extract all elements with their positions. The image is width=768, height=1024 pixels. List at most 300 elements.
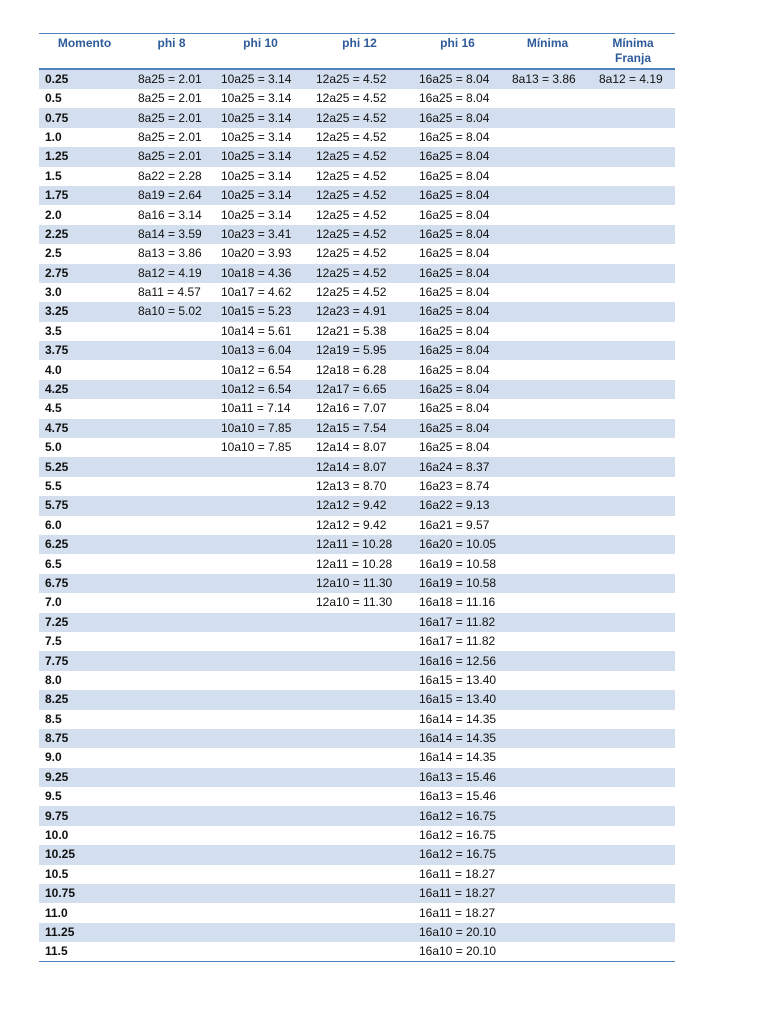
cell-phi-8 bbox=[130, 923, 213, 942]
cell-minima-franja bbox=[591, 186, 675, 205]
table-row bbox=[39, 69, 675, 89]
cell-minima-franja bbox=[591, 671, 675, 690]
cell-phi-10: 10a23 = 3.41 bbox=[213, 225, 308, 244]
table-row bbox=[39, 264, 675, 283]
cell-minima bbox=[504, 167, 591, 186]
cell-minima-franja bbox=[591, 651, 675, 670]
cell-minima bbox=[504, 613, 591, 632]
table-row bbox=[39, 360, 675, 379]
cell-momento: 8.0 bbox=[45, 672, 62, 687]
cell-phi-12: 12a25 = 4.52 bbox=[316, 207, 387, 222]
cell-phi-10: 10a25 = 3.14 bbox=[213, 108, 308, 127]
cell-minima bbox=[504, 651, 591, 670]
table-row bbox=[39, 768, 675, 787]
cell-phi-12 bbox=[308, 884, 411, 903]
cell-minima-franja bbox=[591, 593, 675, 612]
cell-minima-franja bbox=[591, 710, 675, 729]
cell-minima-franja bbox=[591, 419, 675, 438]
cell-phi-12: 12a25 = 4.52 bbox=[316, 285, 387, 300]
cell-momento: 8.5 bbox=[45, 711, 62, 726]
cell-minima bbox=[504, 147, 591, 166]
cell-minima bbox=[504, 360, 591, 379]
cell-momento: 7.25 bbox=[39, 613, 130, 632]
cell-phi-8 bbox=[130, 613, 213, 632]
cell-phi-8 bbox=[130, 380, 213, 399]
cell-phi-8 bbox=[130, 419, 213, 438]
cell-phi-12 bbox=[308, 632, 411, 651]
header-phi-10: phi 10 bbox=[243, 36, 278, 50]
cell-phi-8 bbox=[130, 341, 213, 360]
cell-phi-10 bbox=[213, 710, 308, 729]
cell-phi-16: 16a12 = 16.75 bbox=[411, 845, 504, 864]
cell-phi-12 bbox=[308, 690, 411, 709]
table-row bbox=[39, 341, 675, 360]
cell-phi-8 bbox=[130, 806, 213, 825]
cell-phi-12: 12a25 = 4.52 bbox=[316, 168, 387, 183]
cell-phi-16: 16a24 = 8.37 bbox=[411, 457, 504, 476]
cell-momento: 3.0 bbox=[45, 285, 62, 300]
cell-minima-franja bbox=[591, 826, 675, 845]
cell-phi-8: 8a14 = 3.59 bbox=[130, 225, 213, 244]
cell-phi-16: 16a25 = 8.04 bbox=[411, 225, 504, 244]
cell-momento: 2.25 bbox=[39, 225, 130, 244]
cell-phi-16: 16a25 = 8.04 bbox=[419, 207, 490, 222]
cell-minima bbox=[504, 574, 591, 593]
cell-momento: 9.75 bbox=[39, 806, 130, 825]
cell-minima-franja bbox=[591, 399, 675, 418]
cell-phi-16: 16a25 = 8.04 bbox=[411, 341, 504, 360]
cell-momento: 10.75 bbox=[39, 884, 130, 903]
cell-phi-10: 10a25 = 3.14 bbox=[221, 91, 292, 106]
cell-phi-10 bbox=[213, 768, 308, 787]
cell-phi-16: 16a12 = 16.75 bbox=[419, 828, 497, 843]
cell-phi-8 bbox=[130, 322, 213, 341]
cell-minima-franja bbox=[591, 574, 675, 593]
cell-momento: 5.75 bbox=[39, 496, 130, 515]
cell-momento: 6.0 bbox=[45, 517, 62, 532]
cell-momento: 10.0 bbox=[45, 828, 69, 843]
cell-minima bbox=[504, 225, 591, 244]
cell-phi-10 bbox=[213, 632, 308, 651]
cell-minima bbox=[504, 884, 591, 903]
cell-phi-10: 10a13 = 6.04 bbox=[213, 341, 308, 360]
cell-phi-12: 12a11 = 10.28 bbox=[316, 556, 393, 571]
cell-minima-franja bbox=[591, 496, 675, 515]
cell-minima bbox=[504, 554, 591, 573]
cell-momento: 6.5 bbox=[45, 556, 62, 571]
cell-phi-8: 8a22 = 2.28 bbox=[138, 168, 202, 183]
cell-phi-16: 16a25 = 8.04 bbox=[419, 401, 490, 416]
cell-phi-16: 16a16 = 12.56 bbox=[411, 651, 504, 670]
cell-minima-franja bbox=[591, 806, 675, 825]
cell-phi-10 bbox=[213, 574, 308, 593]
cell-phi-16: 16a25 = 8.04 bbox=[419, 362, 490, 377]
cell-minima-franja bbox=[591, 477, 675, 496]
cell-phi-8: 8a10 = 5.02 bbox=[130, 302, 213, 321]
cell-phi-10: 10a15 = 5.23 bbox=[213, 302, 308, 321]
cell-phi-16: 16a14 = 14.35 bbox=[419, 750, 497, 765]
cell-phi-8 bbox=[130, 574, 213, 593]
cell-momento: 7.0 bbox=[45, 595, 62, 610]
cell-phi-10: 10a17 = 4.62 bbox=[221, 285, 292, 300]
cell-phi-16: 16a25 = 8.04 bbox=[419, 91, 490, 106]
cell-phi-12: 12a14 = 8.07 bbox=[308, 457, 411, 476]
table-row bbox=[39, 535, 675, 554]
cell-phi-10 bbox=[213, 923, 308, 942]
cell-minima bbox=[504, 457, 591, 476]
cell-phi-16: 16a15 = 13.40 bbox=[419, 672, 497, 687]
cell-phi-8 bbox=[130, 865, 213, 884]
cell-momento: 5.5 bbox=[45, 479, 62, 493]
cell-momento: 2.5 bbox=[45, 246, 62, 261]
table-row bbox=[39, 884, 675, 903]
cell-phi-16: 16a25 = 8.04 bbox=[419, 285, 490, 300]
cell-minima bbox=[504, 477, 591, 496]
cell-phi-12 bbox=[308, 826, 411, 845]
cell-minima-franja bbox=[591, 438, 675, 457]
table-row bbox=[39, 186, 675, 205]
table-row bbox=[39, 380, 675, 399]
cell-phi-12 bbox=[308, 942, 411, 962]
cell-phi-10: 10a11 = 7.14 bbox=[221, 401, 291, 416]
cell-phi-8: 8a11 = 4.57 bbox=[138, 285, 201, 300]
table-row bbox=[39, 225, 675, 244]
cell-phi-10 bbox=[213, 554, 308, 573]
cell-phi-8 bbox=[130, 651, 213, 670]
cell-phi-10: 10a10 = 7.85 bbox=[213, 419, 308, 438]
cell-phi-8 bbox=[130, 884, 213, 903]
cell-phi-16: 16a25 = 8.04 bbox=[419, 168, 490, 183]
cell-minima bbox=[504, 845, 591, 864]
table-row bbox=[39, 729, 675, 748]
cell-phi-10 bbox=[213, 535, 308, 554]
cell-phi-12 bbox=[308, 710, 411, 729]
cell-minima-franja bbox=[591, 787, 675, 806]
cell-minima-franja bbox=[591, 845, 675, 864]
cell-phi-12: 12a15 = 7.54 bbox=[308, 419, 411, 438]
cell-phi-10 bbox=[213, 613, 308, 632]
table-row bbox=[39, 516, 675, 535]
cell-minima bbox=[504, 710, 591, 729]
cell-phi-10: 10a25 = 3.14 bbox=[221, 129, 292, 144]
cell-phi-16: 16a13 = 15.46 bbox=[419, 789, 497, 804]
cell-phi-12: 12a16 = 7.07 bbox=[316, 401, 387, 416]
cell-phi-12: 12a25 = 4.52 bbox=[308, 69, 411, 89]
table-row bbox=[39, 283, 675, 302]
cell-phi-16: 16a20 = 10.05 bbox=[411, 535, 504, 554]
table-row bbox=[39, 147, 675, 166]
cell-minima bbox=[504, 923, 591, 942]
cell-phi-8: 8a25 = 2.01 bbox=[138, 129, 202, 144]
cell-minima bbox=[504, 128, 591, 147]
cell-minima bbox=[504, 806, 591, 825]
table-row bbox=[39, 826, 675, 845]
cell-minima bbox=[504, 419, 591, 438]
cell-momento: 0.5 bbox=[45, 91, 62, 106]
table-row bbox=[39, 690, 675, 709]
cell-minima bbox=[504, 729, 591, 748]
cell-phi-10: 10a14 = 5.61 bbox=[221, 323, 292, 338]
cell-phi-16: 16a23 = 8.74 bbox=[419, 479, 490, 493]
cell-phi-12 bbox=[308, 768, 411, 787]
cell-phi-12: 12a23 = 4.91 bbox=[308, 302, 411, 321]
cell-minima bbox=[504, 283, 591, 302]
table-row bbox=[39, 671, 675, 690]
cell-phi-8 bbox=[130, 768, 213, 787]
cell-phi-10 bbox=[213, 690, 308, 709]
cell-phi-12: 12a11 = 10.28 bbox=[308, 535, 411, 554]
header-minima-franja: Mínima Franja bbox=[612, 36, 654, 65]
cell-phi-16: 16a25 = 8.04 bbox=[411, 380, 504, 399]
table-row bbox=[39, 942, 675, 962]
cell-phi-12: 12a12 = 9.42 bbox=[308, 496, 411, 515]
table-row bbox=[39, 806, 675, 825]
cell-phi-10 bbox=[213, 651, 308, 670]
cell-minima-franja bbox=[591, 380, 675, 399]
cell-phi-16: 16a13 = 15.46 bbox=[411, 768, 504, 787]
cell-phi-12 bbox=[308, 923, 411, 942]
cell-phi-8: 8a12 = 4.19 bbox=[130, 264, 213, 283]
cell-phi-8 bbox=[130, 535, 213, 554]
cell-phi-12 bbox=[308, 729, 411, 748]
cell-minima-franja bbox=[591, 341, 675, 360]
cell-phi-16: 16a10 = 20.10 bbox=[419, 944, 497, 959]
cell-phi-12 bbox=[308, 903, 411, 922]
cell-phi-10: 10a12 = 6.54 bbox=[221, 362, 292, 377]
cell-phi-8 bbox=[130, 632, 213, 651]
cell-minima bbox=[504, 264, 591, 283]
table-row bbox=[39, 748, 675, 767]
cell-phi-8 bbox=[130, 477, 213, 496]
cell-minima-franja bbox=[591, 690, 675, 709]
cell-phi-12: 12a25 = 4.52 bbox=[308, 225, 411, 244]
cell-phi-12: 12a25 = 4.52 bbox=[316, 129, 387, 144]
cell-phi-10 bbox=[213, 516, 308, 535]
table-row bbox=[39, 845, 675, 864]
cell-phi-8 bbox=[130, 845, 213, 864]
cell-momento: 5.25 bbox=[39, 457, 130, 476]
cell-momento: 1.0 bbox=[45, 129, 62, 144]
cell-momento: 0.75 bbox=[39, 108, 130, 127]
header-phi-16: phi 16 bbox=[440, 36, 475, 50]
cell-minima bbox=[504, 593, 591, 612]
cell-phi-16: 16a11 = 18.27 bbox=[419, 866, 496, 881]
cell-momento: 3.25 bbox=[39, 302, 130, 321]
cell-phi-12 bbox=[308, 865, 411, 884]
cell-phi-16: 16a25 = 8.04 bbox=[419, 129, 490, 144]
cell-minima bbox=[504, 865, 591, 884]
cell-phi-8 bbox=[130, 360, 213, 379]
cell-phi-16: 16a25 = 8.04 bbox=[411, 302, 504, 321]
cell-momento: 8.25 bbox=[39, 690, 130, 709]
cell-phi-12: 12a17 = 6.65 bbox=[308, 380, 411, 399]
cell-phi-16: 16a25 = 8.04 bbox=[411, 419, 504, 438]
table-row bbox=[39, 167, 675, 186]
cell-minima bbox=[504, 186, 591, 205]
cell-phi-12: 12a25 = 4.52 bbox=[308, 147, 411, 166]
reinforcement-table bbox=[39, 33, 675, 962]
cell-minima bbox=[504, 438, 591, 457]
cell-minima bbox=[504, 787, 591, 806]
cell-phi-10 bbox=[213, 593, 308, 612]
cell-phi-10: 10a10 = 7.85 bbox=[221, 440, 292, 455]
cell-momento: 4.25 bbox=[39, 380, 130, 399]
cell-phi-12: 12a19 = 5.95 bbox=[308, 341, 411, 360]
cell-momento: 5.0 bbox=[45, 440, 62, 455]
cell-minima-franja bbox=[591, 244, 675, 263]
cell-phi-16: 16a25 = 8.04 bbox=[419, 246, 490, 261]
cell-minima-franja bbox=[591, 923, 675, 942]
cell-phi-8: 8a25 = 2.01 bbox=[130, 147, 213, 166]
cell-minima-franja bbox=[591, 748, 675, 767]
cell-momento: 1.75 bbox=[39, 186, 130, 205]
cell-momento: 1.25 bbox=[39, 147, 130, 166]
cell-minima bbox=[504, 690, 591, 709]
cell-phi-8 bbox=[130, 593, 213, 612]
cell-phi-8 bbox=[130, 690, 213, 709]
cell-phi-8: 8a25 = 2.01 bbox=[130, 108, 213, 127]
cell-phi-8 bbox=[130, 671, 213, 690]
cell-momento: 4.5 bbox=[45, 401, 62, 416]
cell-phi-10: 10a20 = 3.93 bbox=[221, 246, 292, 261]
cell-phi-10 bbox=[213, 477, 308, 496]
cell-momento: 11.5 bbox=[45, 944, 68, 959]
cell-phi-16: 16a19 = 10.58 bbox=[411, 574, 504, 593]
table-row bbox=[39, 302, 675, 321]
cell-phi-12: 12a25 = 4.52 bbox=[308, 186, 411, 205]
cell-phi-16: 16a17 = 11.82 bbox=[419, 634, 496, 649]
cell-momento: 11.25 bbox=[39, 923, 130, 942]
cell-phi-16: 16a22 = 9.13 bbox=[411, 496, 504, 515]
table-row bbox=[39, 438, 675, 457]
cell-phi-8 bbox=[130, 457, 213, 476]
cell-phi-10: 10a25 = 3.14 bbox=[213, 147, 308, 166]
cell-minima bbox=[504, 632, 591, 651]
cell-minima: 8a13 = 3.86 bbox=[504, 69, 591, 89]
cell-minima-franja bbox=[591, 457, 675, 476]
cell-minima bbox=[504, 322, 591, 341]
cell-phi-8 bbox=[130, 748, 213, 767]
header-minima: Mínima bbox=[526, 36, 569, 50]
header-momento: Momento bbox=[57, 36, 112, 50]
cell-momento: 3.5 bbox=[45, 323, 62, 338]
cell-minima-franja bbox=[591, 942, 675, 962]
table-row bbox=[39, 651, 675, 670]
cell-momento: 9.25 bbox=[39, 768, 130, 787]
cell-phi-10 bbox=[213, 845, 308, 864]
cell-minima-franja bbox=[591, 884, 675, 903]
cell-minima bbox=[504, 302, 591, 321]
table-row bbox=[39, 419, 675, 438]
cell-phi-10 bbox=[213, 729, 308, 748]
cell-momento: 11.0 bbox=[45, 905, 68, 920]
cell-minima bbox=[504, 535, 591, 554]
table-row bbox=[39, 477, 675, 496]
cell-phi-8 bbox=[130, 438, 213, 457]
cell-phi-8 bbox=[130, 729, 213, 748]
cell-phi-10: 10a25 = 3.14 bbox=[221, 207, 292, 222]
table-row bbox=[39, 322, 675, 341]
cell-phi-12 bbox=[308, 748, 411, 767]
table-row bbox=[39, 865, 675, 884]
cell-minima bbox=[504, 516, 591, 535]
table-row bbox=[39, 613, 675, 632]
cell-minima-franja bbox=[591, 516, 675, 535]
cell-momento: 2.0 bbox=[45, 207, 62, 222]
cell-minima-franja bbox=[591, 768, 675, 787]
cell-minima-franja bbox=[591, 535, 675, 554]
cell-phi-16: 16a25 = 8.04 bbox=[411, 108, 504, 127]
cell-phi-12 bbox=[308, 671, 411, 690]
cell-phi-12: 12a25 = 4.52 bbox=[316, 91, 387, 106]
cell-phi-12: 12a25 = 4.52 bbox=[316, 246, 387, 261]
cell-minima-franja bbox=[591, 283, 675, 302]
cell-phi-16: 16a15 = 13.40 bbox=[411, 690, 504, 709]
cell-phi-10 bbox=[213, 865, 308, 884]
cell-phi-12 bbox=[308, 613, 411, 632]
header-phi-8: phi 8 bbox=[157, 36, 186, 50]
cell-minima bbox=[504, 942, 591, 962]
cell-phi-12: 12a14 = 8.07 bbox=[316, 440, 387, 455]
cell-phi-10 bbox=[213, 496, 308, 515]
cell-minima-franja: 8a12 = 4.19 bbox=[591, 69, 675, 89]
cell-momento: 8.75 bbox=[39, 729, 130, 748]
cell-momento: 4.0 bbox=[45, 362, 62, 377]
cell-minima bbox=[504, 768, 591, 787]
cell-phi-8: 8a25 = 2.01 bbox=[130, 69, 213, 89]
cell-phi-12: 12a12 = 9.42 bbox=[316, 517, 387, 532]
cell-phi-16: 16a25 = 8.04 bbox=[419, 323, 490, 338]
cell-momento: 10.25 bbox=[39, 845, 130, 864]
table-row bbox=[39, 923, 675, 942]
cell-phi-12 bbox=[308, 806, 411, 825]
table-row bbox=[39, 89, 675, 108]
cell-phi-16: 16a21 = 9.57 bbox=[419, 517, 490, 532]
cell-phi-10 bbox=[213, 787, 308, 806]
cell-phi-16: 16a10 = 20.10 bbox=[411, 923, 504, 942]
header-phi-12: phi 12 bbox=[342, 36, 377, 50]
cell-phi-8 bbox=[130, 516, 213, 535]
cell-phi-16: 16a14 = 14.35 bbox=[419, 711, 497, 726]
header-row bbox=[39, 34, 675, 70]
cell-momento: 9.0 bbox=[45, 750, 62, 765]
cell-phi-12: 12a10 = 11.30 bbox=[316, 595, 393, 610]
cell-phi-16: 16a25 = 8.04 bbox=[411, 69, 504, 89]
cell-momento: 6.75 bbox=[39, 574, 130, 593]
cell-momento: 0.25 bbox=[39, 69, 130, 89]
cell-phi-8: 8a19 = 2.64 bbox=[130, 186, 213, 205]
cell-momento: 3.75 bbox=[39, 341, 130, 360]
cell-minima-franja bbox=[591, 865, 675, 884]
cell-phi-10 bbox=[213, 884, 308, 903]
table-row bbox=[39, 554, 675, 573]
cell-phi-16: 16a25 = 8.04 bbox=[411, 147, 504, 166]
cell-minima-franja bbox=[591, 128, 675, 147]
cell-minima bbox=[504, 341, 591, 360]
cell-phi-12: 12a18 = 6.28 bbox=[316, 362, 387, 377]
cell-phi-12: 12a13 = 8.70 bbox=[316, 479, 387, 493]
cell-momento: 7.75 bbox=[39, 651, 130, 670]
table-row bbox=[39, 787, 675, 806]
cell-phi-12 bbox=[308, 845, 411, 864]
cell-phi-12 bbox=[308, 787, 411, 806]
cell-minima-franja bbox=[591, 729, 675, 748]
table-row bbox=[39, 632, 675, 651]
table-row bbox=[39, 710, 675, 729]
cell-phi-10: 10a25 = 3.14 bbox=[221, 168, 292, 183]
cell-minima-franja bbox=[591, 302, 675, 321]
cell-phi-8: 8a16 = 3.14 bbox=[138, 207, 202, 222]
